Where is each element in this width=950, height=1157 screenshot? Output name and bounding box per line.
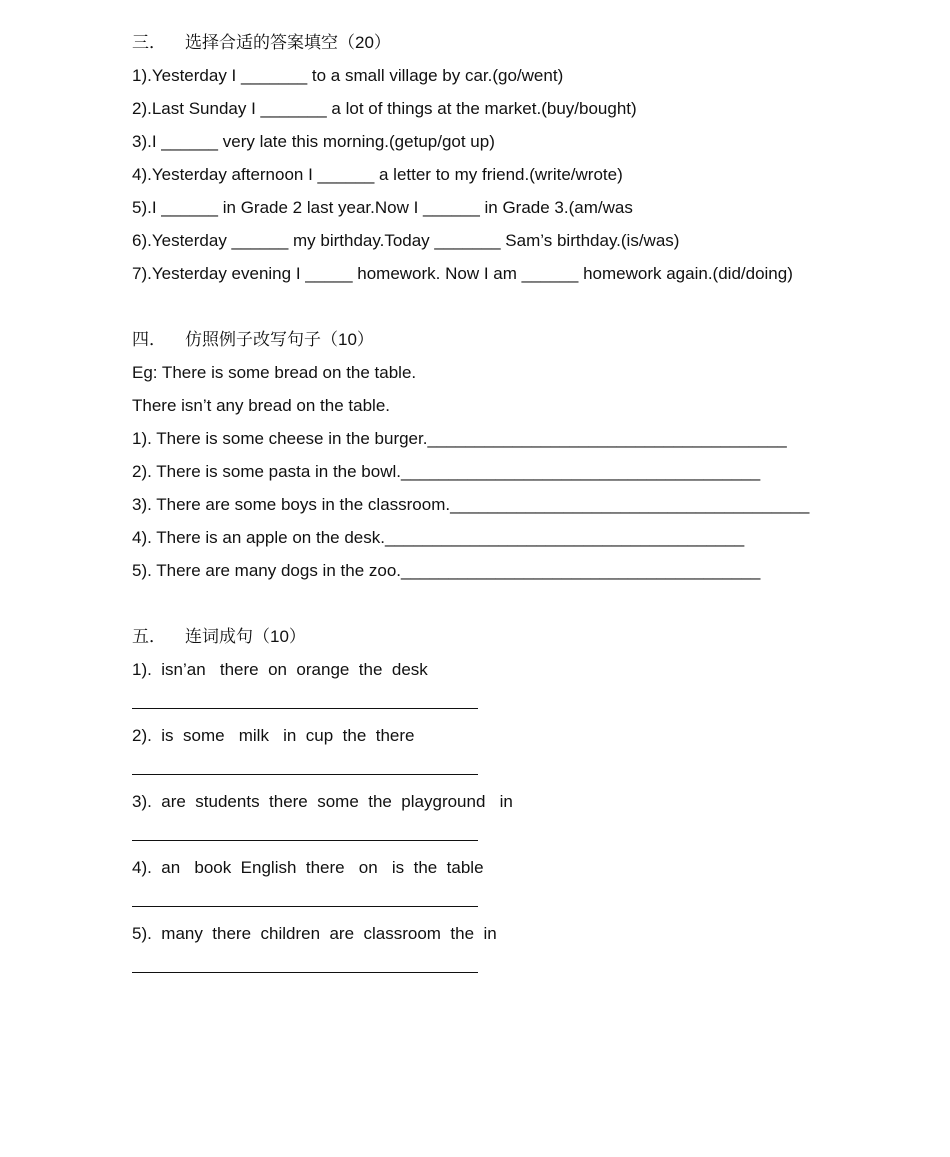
section-4-item-2: 2). There is some pasta in the bowl.______________________________________ — [132, 462, 761, 481]
section-3-item-7: 7).Yesterday evening I _____ homework. Now I am ______ homework again.(did/doing) — [132, 264, 793, 283]
answer-line-5[interactable] — [132, 950, 892, 983]
section-3-item-5: 5).I ______ in Grade 2 last year.Now I ______ in Grade 3.(am/was — [132, 198, 633, 217]
section-4-item-4: 4). There is an apple on the desk.______________________________________ — [132, 528, 745, 547]
section-5-number: 五． — [132, 627, 166, 646]
section-5-heading — [132, 620, 892, 653]
answer-rule — [132, 906, 478, 907]
section-4-example-line-1: Eg: There is some bread on the table. — [132, 363, 417, 382]
section-5-item-4: 4). an book English there on is the table — [132, 858, 484, 877]
section-3-item-2: 2).Last Sunday I _______ a lot of things at the market.(buy/bought) — [132, 99, 637, 118]
section-4-item-5: 5). There are many dogs in the zoo.______________________________________ — [132, 561, 761, 580]
section-5-item-5: 5). many there children are classroom the in — [132, 924, 497, 943]
section-4-number: 四． — [132, 330, 166, 349]
section-4-item-3: 3). There are some boys in the classroom.______________________________________ — [132, 495, 810, 514]
section-5-item-3: 3). are students there some the playground in — [132, 792, 513, 811]
section-3-item-1: 1).Yesterday I _______ to a small village by car.(go/went) — [132, 66, 564, 85]
answer-rule — [132, 774, 478, 775]
section-spacer — [132, 290, 892, 323]
answer-rule — [132, 840, 478, 841]
answer-rule — [132, 972, 478, 973]
section-5-item-2: 2). is some milk in cup the there — [132, 726, 415, 745]
answer-line-2[interactable] — [132, 752, 892, 785]
answer-line-3[interactable] — [132, 818, 892, 851]
worksheet-page — [132, 26, 892, 983]
answer-line-4[interactable] — [132, 884, 892, 917]
section-4-item-1: 1). There is some cheese in the burger.______________________________________ — [132, 429, 787, 448]
section-4-title: 仿照例子改写句子（10） — [185, 330, 374, 349]
section-4-heading — [132, 323, 892, 356]
section-5-title: 连词成句（10） — [185, 627, 306, 646]
answer-line-1[interactable] — [132, 686, 892, 719]
section-3-number: 三． — [132, 33, 166, 52]
section-5-item-1: 1). isn’an there on orange the desk — [132, 660, 428, 679]
section-3-item-6: 6).Yesterday ______ my birthday.Today _______ Sam’s birthday.(is/was) — [132, 231, 680, 250]
answer-rule — [132, 708, 478, 709]
section-4-example-line-2: There isn’t any bread on the table. — [132, 396, 390, 415]
section-3-heading — [132, 26, 892, 59]
section-spacer — [132, 587, 892, 620]
section-3-item-4: 4).Yesterday afternoon I ______ a letter to my friend.(write/wrote) — [132, 165, 623, 184]
section-3-title: 选择合适的答案填空（20） — [185, 33, 391, 52]
section-3-item-3: 3).I ______ very late this morning.(getup/got up) — [132, 132, 495, 151]
